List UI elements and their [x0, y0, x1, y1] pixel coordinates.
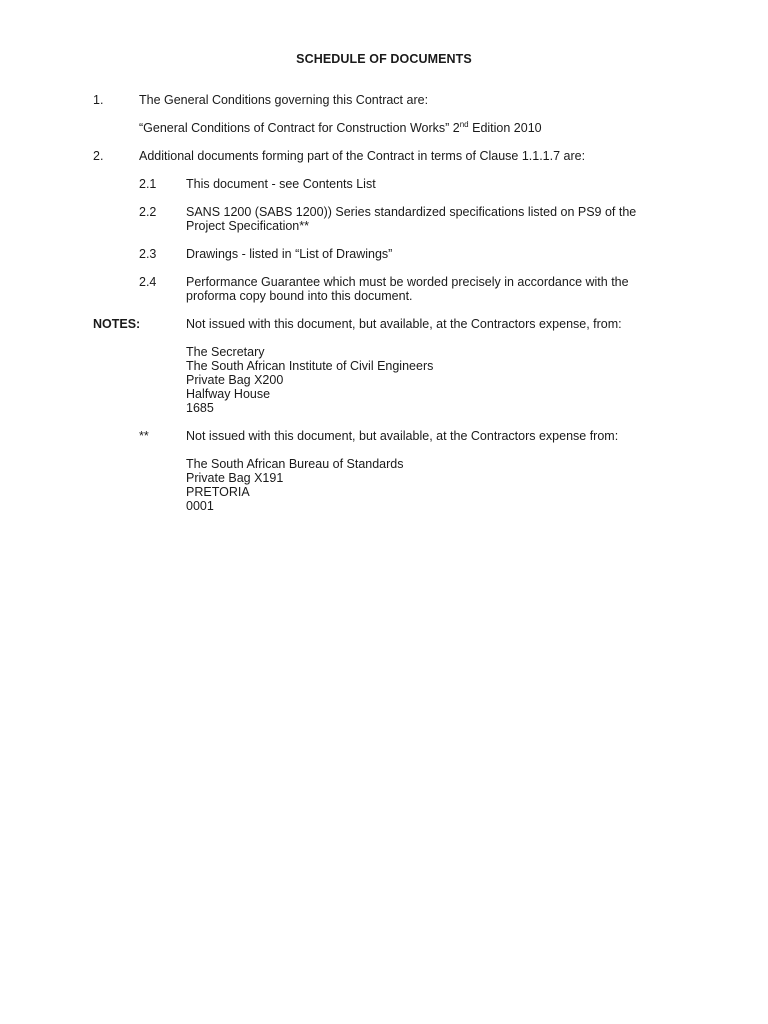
note-2-text: Not issued with this document, but available, at the Contractors expense from:: [186, 429, 619, 443]
note-2-marker: **: [139, 429, 149, 443]
subitem-2-2-number: 2.2: [139, 205, 157, 219]
address-1-line-1: The Secretary: [186, 345, 265, 359]
subitem-2-4-text-line2: proforma copy bound into this document.: [186, 289, 413, 303]
address-1-line-2: The South African Institute of Civil Engineers: [186, 359, 434, 373]
item-1-quote-main: “General Conditions of Contract for Construction Works” 2: [139, 121, 460, 135]
notes-label: NOTES:: [93, 317, 141, 331]
subitem-2-4-number: 2.4: [139, 275, 157, 289]
note-1-text: Not issued with this document, but available, at the Contractors expense, from:: [186, 317, 622, 331]
address-1-line-4: Halfway House: [186, 387, 271, 401]
address-2-line-2: Private Bag X191: [186, 471, 284, 485]
subitem-2-3-number: 2.3: [139, 247, 157, 261]
subitem-2-4-text: Performance Guarantee which must be worded precisely in accordance with the: [186, 275, 629, 289]
item-1-quote: [139, 121, 542, 135]
subitem-2-3-text: Drawings - listed in “List of Drawings”: [186, 247, 393, 261]
item-1-text: The General Conditions governing this Contract are:: [139, 93, 429, 107]
address-2-line-4: 0001: [186, 499, 214, 513]
subitem-2-1-text: This document - see Contents List: [186, 177, 376, 191]
item-1-number: 1.: [93, 93, 104, 107]
subitem-2-2-text: SANS 1200 (SABS 1200)) Series standardized specifications listed on PS9 of the: [186, 205, 637, 219]
document-title: SCHEDULE OF DOCUMENTS: [296, 52, 472, 66]
address-1-line-3: Private Bag X200: [186, 373, 284, 387]
address-1-line-5: 1685: [186, 401, 214, 415]
item-1-quote-sup: nd: [459, 120, 469, 129]
item-1-quote-tail: Edition 2010: [468, 121, 542, 135]
item-2-text: Additional documents forming part of the Contract in terms of Clause 1.1.1.7 are:: [139, 149, 586, 163]
item-2-number: 2.: [93, 149, 104, 163]
address-2-line-3: PRETORIA: [186, 485, 250, 499]
subitem-2-1-number: 2.1: [139, 177, 157, 191]
address-2-line-1: The South African Bureau of Standards: [186, 457, 404, 471]
subitem-2-2-text-line2: Project Specification**: [186, 219, 309, 233]
